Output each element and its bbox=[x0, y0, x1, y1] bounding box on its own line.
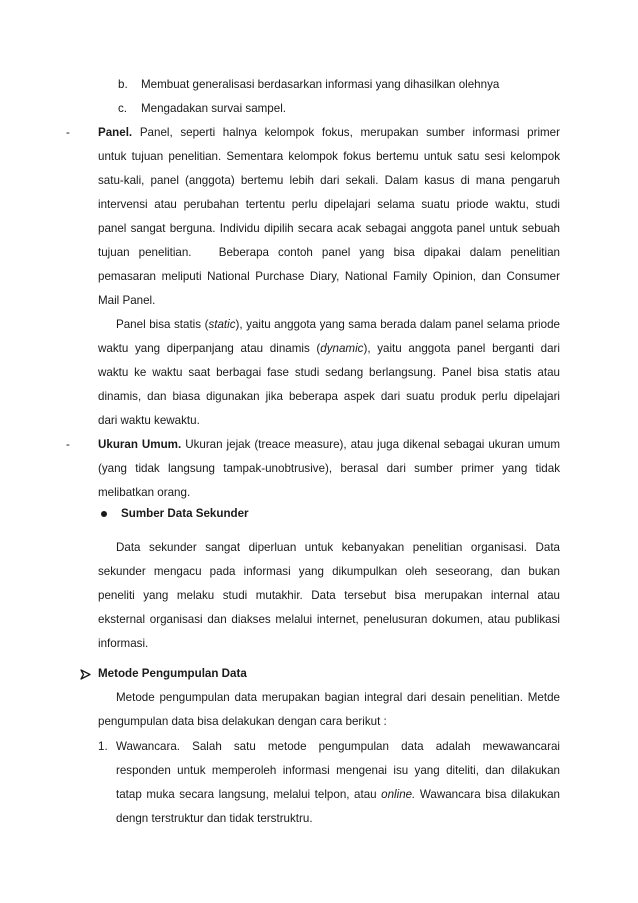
metode-intro-line-1: Metode pengumpulan data merupakan bagian integral dari desain penelitian. Metde bbox=[116, 691, 560, 704]
panel-p2-line-5: dari waktu kewaktu. bbox=[98, 414, 200, 427]
bullet-dot-icon bbox=[101, 511, 107, 517]
list-item-c: Mengadakan survai sampel. bbox=[141, 102, 287, 115]
ukuran-line-1: Ukuran Umum. Ukuran jejak (treace measure), atau juga dikenal sebagai ukuran umum bbox=[98, 438, 560, 451]
metode-item1-line-1: Wawancara. Salah satu metode pengumpulan data adalah mewawancarai bbox=[116, 740, 560, 753]
metode-item1-line-2: responden untuk memperoleh informasi mengenai isu yang diteliti, dan dilakukan bbox=[116, 764, 560, 777]
panel-p2-line-3: waktu ke waktu saat berbagai fase studi sedang berlangsung. Panel bisa statis atau bbox=[98, 366, 560, 379]
metode-intro-line-2: pengumpulan data bisa delakukan dengan cara berikut : bbox=[98, 715, 387, 728]
panel-p2-line-2: waktu yang diperpanjang atau dinamis (dynamic), yaitu anggota panel berganti dari bbox=[98, 342, 560, 355]
panel-line-7: pemasaran meliputi National Purchase Diary, National Family Opinion, dan Consumer bbox=[98, 270, 560, 283]
panel-line-1: Panel. Panel, seperti halnya kelompok fokus, merupakan sumber informasi primer bbox=[98, 126, 560, 139]
metode-item1-line-3: tatap muka secara langsung, melalui telpon, atau online. Wawancara bisa dilakukan bbox=[116, 788, 561, 801]
panel-p2-line-4: dinamis, dan biasa digunakan jika beberapa aspek dari suatu produk perlu dipelajari bbox=[98, 390, 560, 403]
list-marker-c: c. bbox=[118, 102, 128, 115]
ukuran-line-3: melibatkan orang. bbox=[98, 486, 191, 499]
ukuran-line-2: (yang tidak langsung tampak-unobtrusive), berasal dari sumber primer yang tidak bbox=[98, 462, 560, 475]
sekunder-line-1: Data sekunder sangat diperluan untuk kebanyakan penelitian organisasi. Data bbox=[116, 541, 560, 554]
arrow-bullet-icon bbox=[80, 669, 91, 680]
panel-p2-line-1: Panel bisa statis (static), yaitu anggota yang sama berada dalam panel selama priode bbox=[116, 318, 560, 331]
metode-heading: Metode Pengumpulan Data bbox=[98, 667, 247, 680]
sekunder-line-2: sekunder mengacu pada informasi yang dikumpulkan oleh seseorang, dan bukan bbox=[98, 565, 560, 578]
sekunder-line-4: eksternal organisasi dan diakses melalui internet, penelusuran dokumen, atau publikasi bbox=[98, 613, 560, 626]
sekunder-heading: Sumber Data Sekunder bbox=[121, 507, 249, 520]
list-marker-b: b. bbox=[118, 78, 128, 91]
panel-line-6: tujuan penelitian. Beberapa contoh panel yang bisa dipakai dalam penelitian bbox=[98, 246, 560, 259]
list-item-b: Membuat generalisasi berdasarkan informasi yang dihasilkan olehnya bbox=[141, 78, 500, 91]
panel-line-3: satu-kali, panel (anggota) bertemu lebih dari sekali. Dalam kasus di mana pengaruh bbox=[98, 174, 560, 187]
dash-marker-ukuran: - bbox=[66, 438, 70, 451]
sekunder-line-3: peneliti yang melaku studi mutakhir. Data tersebut bisa merupakan internal atau bbox=[98, 589, 560, 602]
panel-line-8: Mail Panel. bbox=[98, 294, 156, 307]
panel-line-2: untuk tujuan penelitian. Sementara kelompok fokus bertemu untuk satu sesi kelompok bbox=[98, 150, 560, 163]
sekunder-line-5: informasi. bbox=[98, 637, 149, 650]
ukuran-term: Ukuran Umum. bbox=[98, 438, 182, 451]
list-marker-1: 1. bbox=[98, 740, 108, 753]
metode-item1-line-4: dengn terstruktur dan tidak terstruktru. bbox=[116, 812, 313, 825]
panel-term: Panel. bbox=[98, 126, 133, 139]
dash-marker-panel: - bbox=[66, 126, 70, 139]
panel-line-5: panel sangat berguna. Individu dipilih secara acak sebagai anggota panel untuk sebuah bbox=[98, 222, 560, 235]
panel-line-4: intervensi atau perubahan tertentu perlu dipelajari selama suatu priode waktu, studi bbox=[98, 198, 560, 211]
